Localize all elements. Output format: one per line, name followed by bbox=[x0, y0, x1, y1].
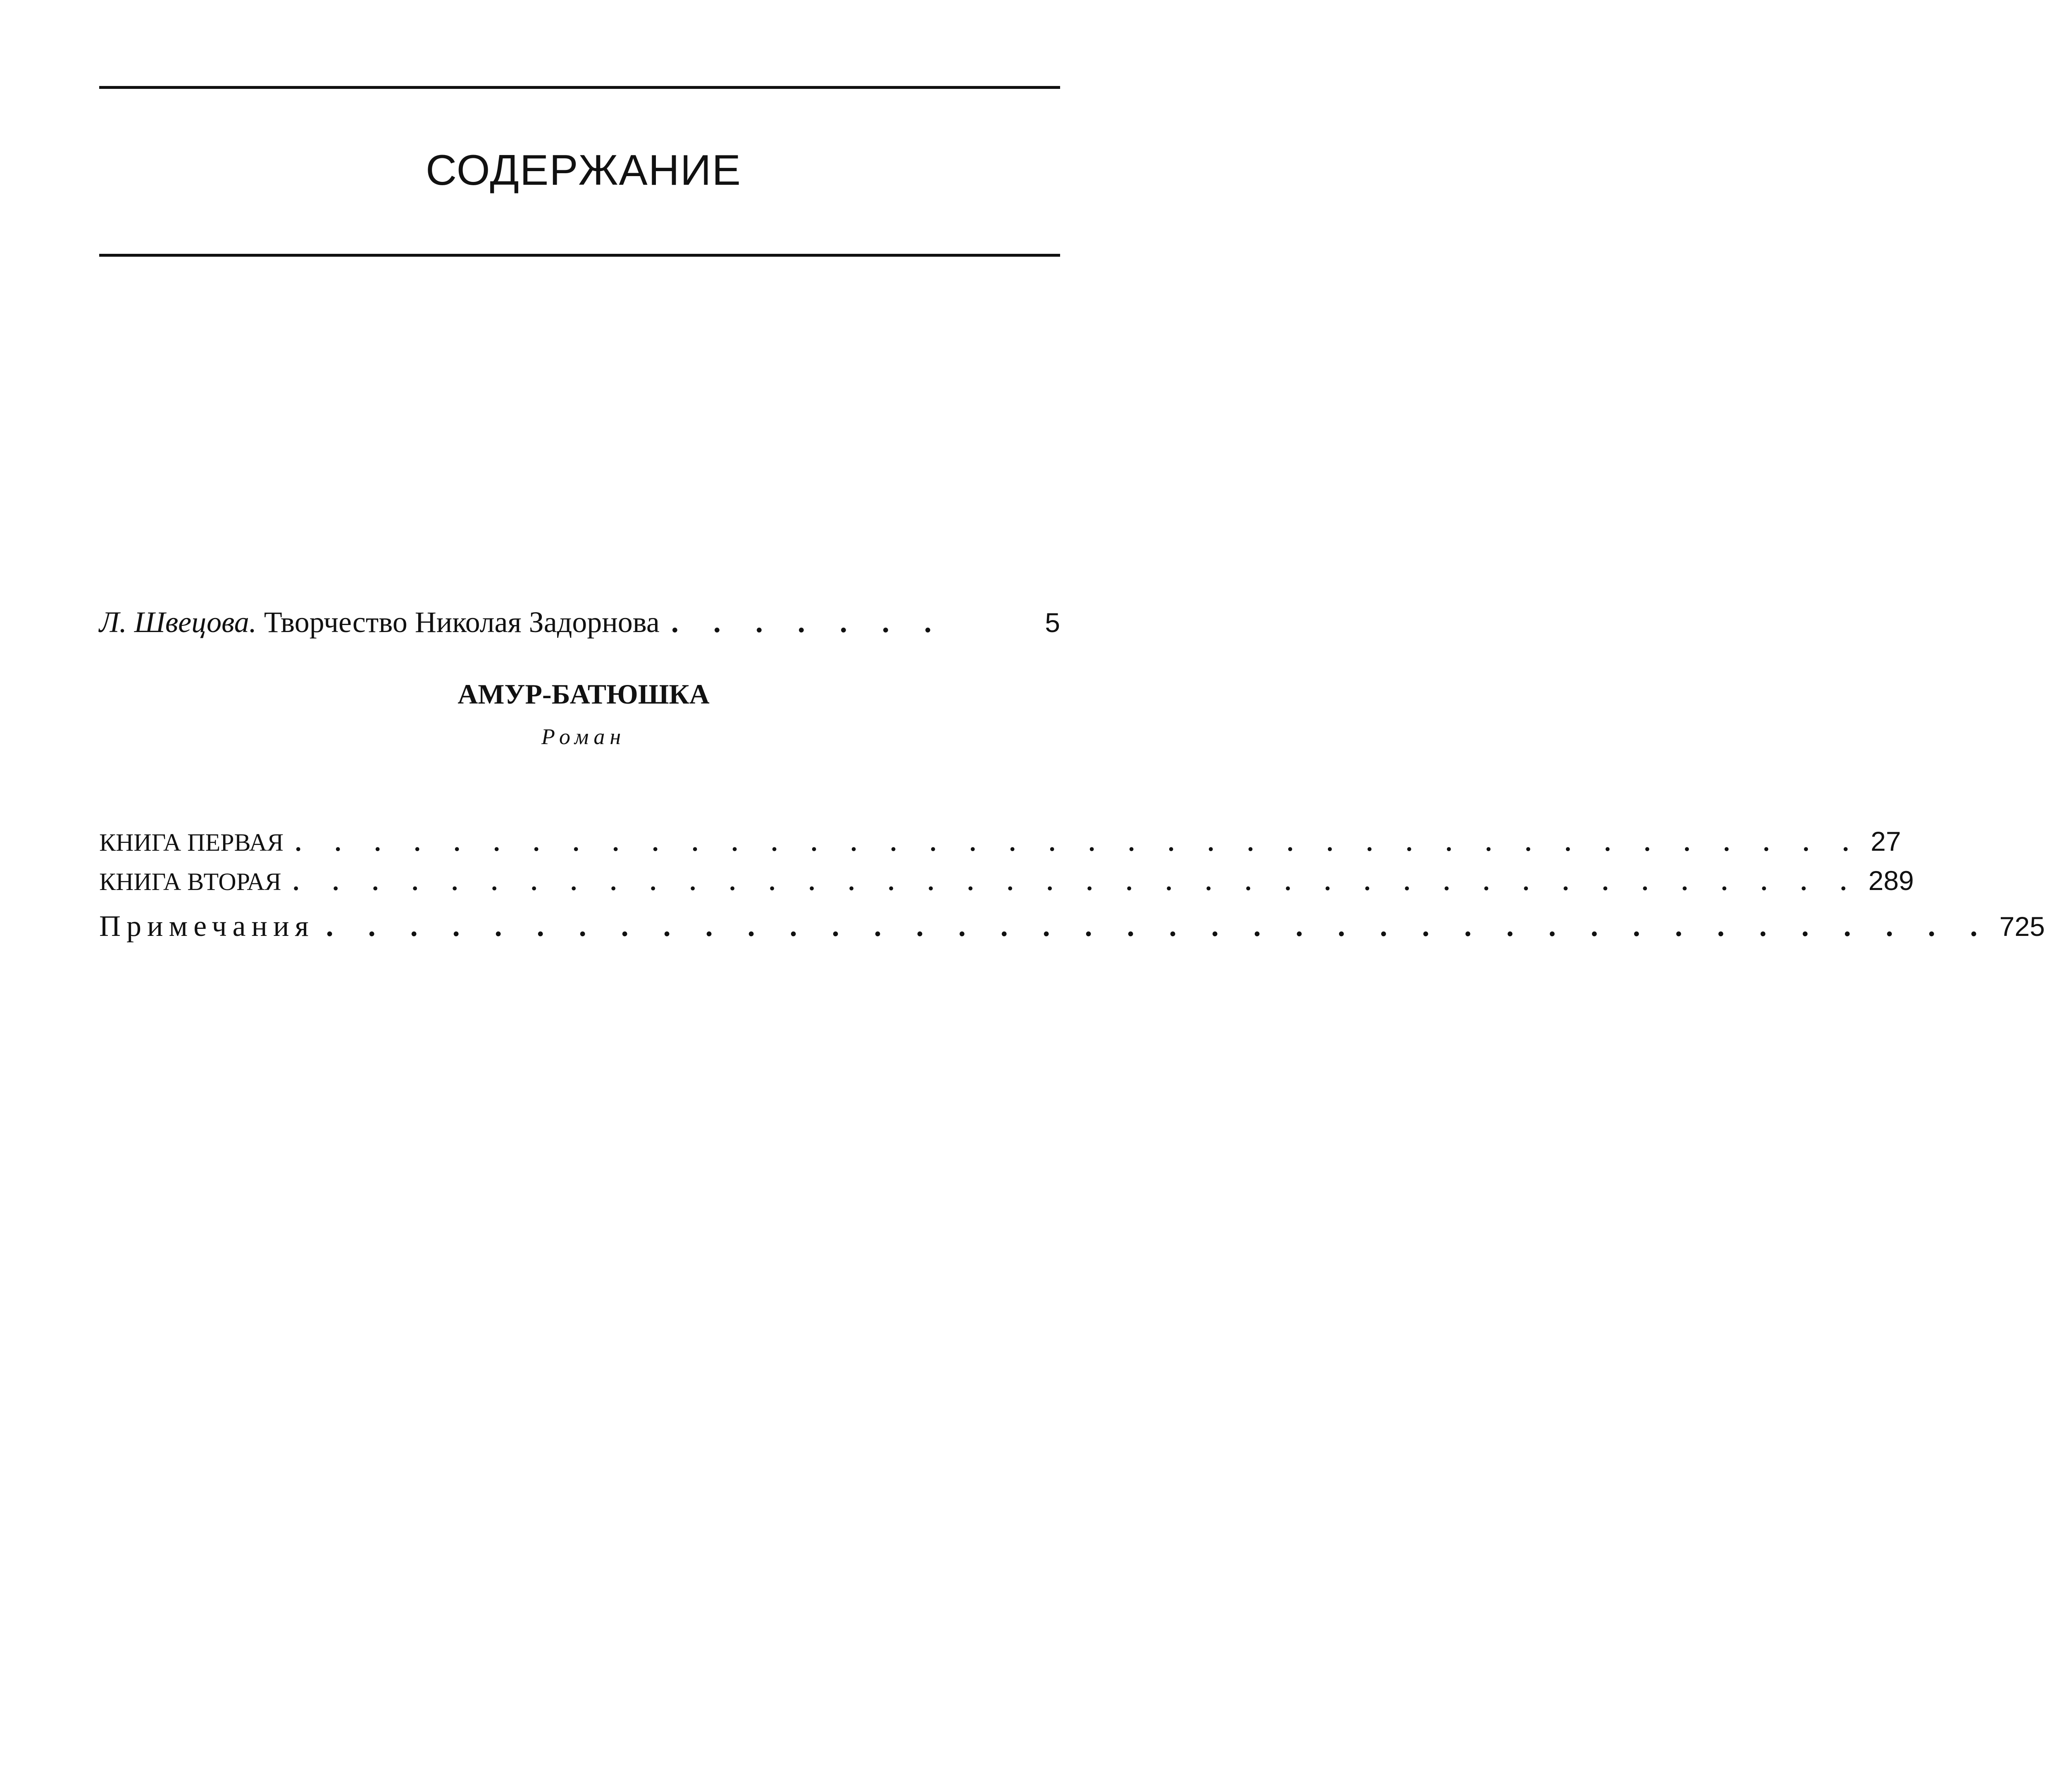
heading-rule bbox=[99, 254, 1060, 257]
page-number: 289 bbox=[1868, 865, 1914, 896]
toc-entry-intro[interactable] bbox=[99, 604, 1060, 641]
page-number: 725 bbox=[1999, 911, 2045, 942]
page-number: 27 bbox=[1871, 826, 1901, 857]
toc-entry-label bbox=[99, 604, 660, 641]
dot-leader: . . . . . . . . . . . . . . . . . . . . . . . . . . . . . . . . . . . . . . . . bbox=[293, 868, 1860, 895]
toc-entry-title: КНИГА ПЕРВАЯ bbox=[99, 829, 284, 856]
novel-title: АМУР-БАТЮШКА bbox=[458, 678, 710, 710]
toc-entry-author: Л. Швецова. bbox=[99, 606, 257, 639]
page-heading: СОДЕРЖАНИЕ bbox=[425, 146, 742, 194]
top-rule bbox=[99, 86, 1060, 89]
toc-entry-book-two[interactable] bbox=[99, 862, 1914, 899]
page-number: 5 bbox=[1045, 607, 1060, 638]
novel-subtitle: Роман bbox=[541, 724, 626, 749]
dot-leader: . . . . . . . bbox=[671, 606, 945, 639]
toc-entry-title: КНИГА ВТОРАЯ bbox=[99, 868, 281, 895]
toc-entry-title: Примечания bbox=[99, 909, 315, 943]
toc-entry-notes[interactable] bbox=[99, 907, 2045, 945]
toc-entry-book-one[interactable] bbox=[99, 823, 1901, 860]
toc-entry-title: Творчество Николая Задорнова bbox=[264, 606, 660, 639]
dot-leader: . . . . . . . . . . . . . . . . . . . . . . . . . . . . . . . . . . . . . . . . bbox=[295, 829, 1863, 856]
dot-leader: . . . . . . . . . . . . . . . . . . . . . . . . . . . . . . . . . . . . . . . . bbox=[326, 909, 1991, 943]
